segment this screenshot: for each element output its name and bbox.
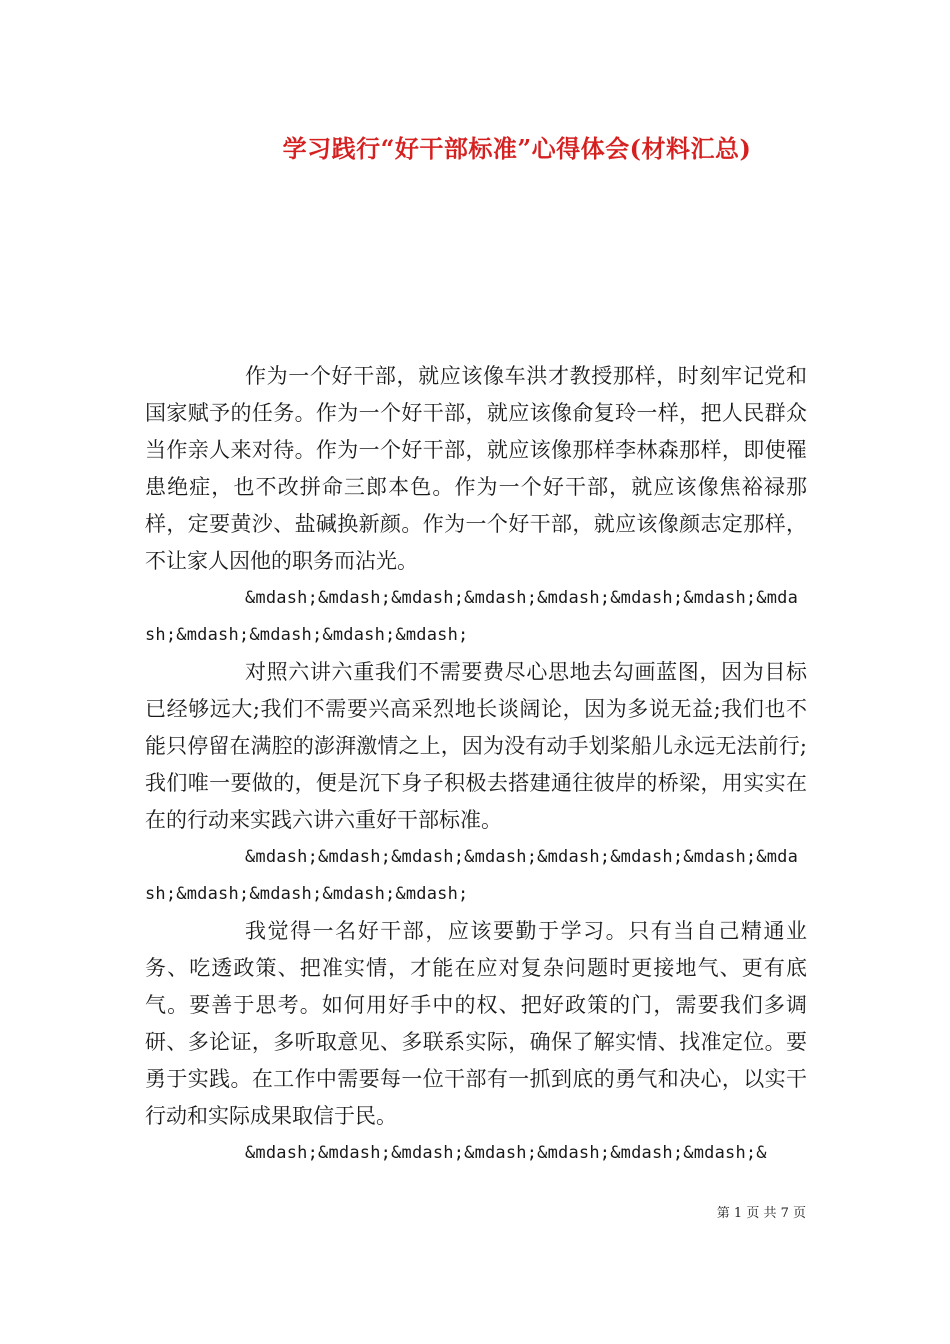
separator-line: &mdash;&mdash;&mdash;&mdash;&mdash;&mdash;&mdash;& — [245, 1143, 767, 1163]
paragraph: 对照六讲六重我们不需要费尽心思地去勾画蓝图，因为目标已经够远大;我们不需要兴高采烈地长谈阔论，因为多说无益;我们也不能只停留在满腔的澎湃激情之上，因为没有动手划桨船儿永远无法前行;我们唯一要做的，便是沉下身子积极去搭建通往彼岸的桥梁，用实实在在的行动来实践六讲六重好干部标准。 — [145, 660, 807, 832]
separator-line: &mdash;&mdash;&mdash;&mdash;&mdash;&mdash;&mdash;&mdash;&mdash;&mdash;&mdash;&mdash; — [145, 847, 799, 904]
page-number-footer: 第 1 页 共 7 页 — [716, 1206, 806, 1221]
document-title: 学习践行“好干部标准”心得体会(材料汇总) — [282, 134, 752, 163]
paragraph: 我觉得一名好干部，应该要勤于学习。只有当自己精通业务、吃透政策、把准实情，才能在应对复杂问题时更接地气、更有底气。要善于思考。如何用好手中的权、把好政策的门，需要我们多调研、多论证，多听取意见、多联系实际，确保了解实情、找准定位。要勇于实践。在工作中需要每一位干部有一抓到底的勇气和决心，以实干行动和实际成果取信于民。 — [145, 919, 807, 1128]
separator-line: &mdash;&mdash;&mdash;&mdash;&mdash;&mdash;&mdash;&mdash;&mdash;&mdash;&mdash;&mdash; — [145, 588, 799, 645]
document-body — [145, 358, 807, 1172]
paragraph: 作为一个好干部，就应该像车洪才教授那样，时刻牢记党和国家赋予的任务。作为一个好干部，就应该像俞复玲一样，把人民群众当作亲人来对待。作为一个好干部，就应该像那样李林森那样，即使罹患绝症，也不改拼命三郎本色。作为一个好干部，就应该像焦裕禄那样，定要黄沙、盐碱换新颜。作为一个好干部，就应该像颜志定那样，不让家人因他的职务而沾光。 — [145, 364, 807, 573]
